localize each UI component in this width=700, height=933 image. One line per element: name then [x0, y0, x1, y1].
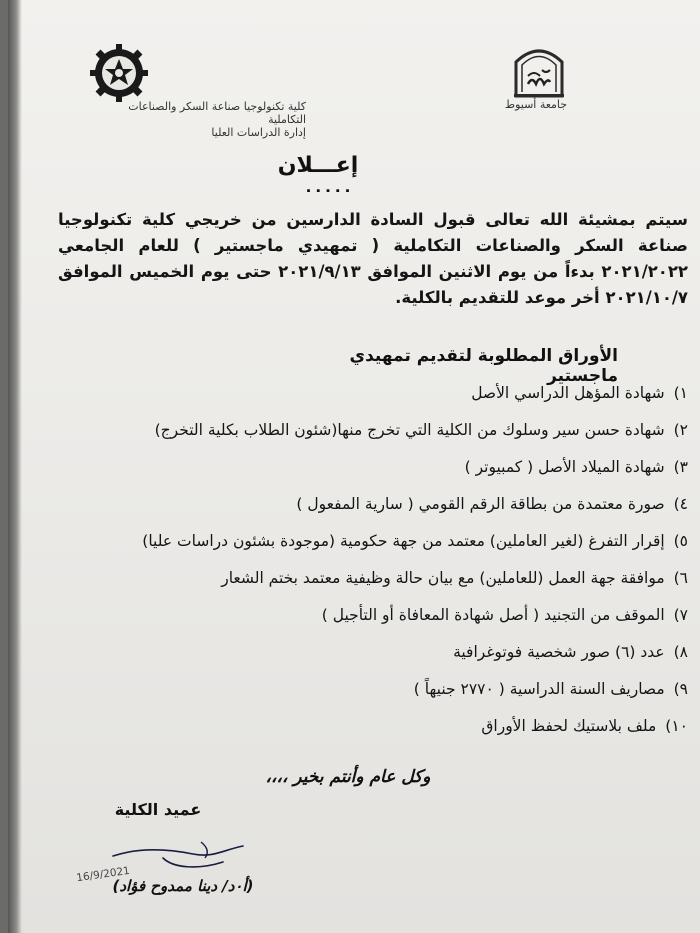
item-number: ٨)	[673, 643, 688, 661]
item-text: شهادة المؤهل الدراسي الأصل	[471, 384, 665, 402]
signature-date: 16/9/2021	[75, 864, 131, 885]
university-logo-icon	[508, 40, 570, 100]
announcement-title: إعـــلان	[277, 153, 359, 178]
list-item	[48, 489, 688, 526]
list-item	[48, 526, 688, 563]
item-number: ١)	[673, 384, 688, 402]
university-name: جامعة أسيوط	[504, 98, 568, 111]
announcement-intro: سيتم بمشيئة الله تعالى قبول السادة الدارسين من خريجي كلية تكنولوجيا صناعة السكر والصناعات التكاملية ( تمهيدي ماجستير ) للعام الجامعي ٢٠٢١/٢٠٢٢ بدءاً من يوم الاثنين الموافق ٢٠٢١/٩/١٣ حتى يوم الخميس الموافق ٢٠٢١/١٠/٧ أخر موعد للتقديم بالكلية.	[58, 210, 688, 307]
item-text: شهادة حسن سير وسلوك من الكلية التي تخرج منها(شئون الطلاب بكلية التخرج)	[154, 421, 665, 439]
item-number: ٧)	[673, 606, 688, 624]
item-text: عدد (٦) صور شخصية فوتوغرافية	[453, 643, 665, 661]
requirements-list	[48, 378, 688, 748]
list-item	[48, 711, 688, 748]
item-text: صورة معتمدة من بطاقة الرقم القومي ( سارية المفعول )	[296, 495, 665, 513]
list-item	[48, 600, 688, 637]
item-number: ١٠)	[665, 717, 688, 735]
dean-title: عميد الكلية	[114, 800, 202, 819]
faculty-logo-icon	[88, 42, 150, 104]
page-edge-shadow	[8, 0, 22, 933]
item-number: ٥)	[673, 532, 688, 550]
item-text: إقرار التفرغ (لغير العاملين) معتمد من جهة حكومية (موجودة بشئون دراسات عليا)	[142, 532, 665, 550]
item-number: ٣)	[673, 458, 688, 476]
item-text: مصاريف السنة الدراسية ( ٢٧٧٠ جنيهاً )	[413, 680, 665, 698]
faculty-name-line1: كلية تكنولوجيا صناعة السكر والصناعات التكاملية	[128, 100, 306, 126]
list-item	[48, 378, 688, 415]
closing-greeting: وكل عام وأنتم بخير ،،،،	[265, 767, 431, 787]
faculty-name	[96, 100, 306, 139]
item-text: الموقف من التجنيد ( أصل شهادة المعافاة أو التأجيل )	[321, 606, 665, 624]
list-item	[48, 637, 688, 674]
list-item	[48, 563, 688, 600]
list-item	[48, 415, 688, 452]
item-number: ٦)	[673, 569, 688, 587]
item-number: ٩)	[673, 680, 688, 698]
item-text: شهادة الميلاد الأصل ( كمبيوتر )	[464, 458, 665, 476]
item-text: موافقة جهة العمل (للعاملين) مع بيان حالة وظيفية معتمد بختم الشعار	[221, 569, 665, 587]
item-number: ٤)	[673, 495, 688, 513]
item-number: ٢)	[673, 421, 688, 439]
document-page	[8, 0, 700, 933]
title-dots: ٠٠٠٠٠	[303, 180, 353, 199]
dean-name: (أ٠د/ دينا ممدوح فؤاد)	[112, 877, 254, 895]
item-text: ملف بلاستيك لحفظ الأوراق	[481, 717, 657, 735]
requirements-heading: الأوراق المطلوبة لتقديم تمهيدي ماجستير	[349, 346, 618, 386]
list-item	[48, 452, 688, 489]
list-item	[48, 674, 688, 711]
faculty-name-line2: إدارة الدراسات العليا	[211, 126, 306, 139]
